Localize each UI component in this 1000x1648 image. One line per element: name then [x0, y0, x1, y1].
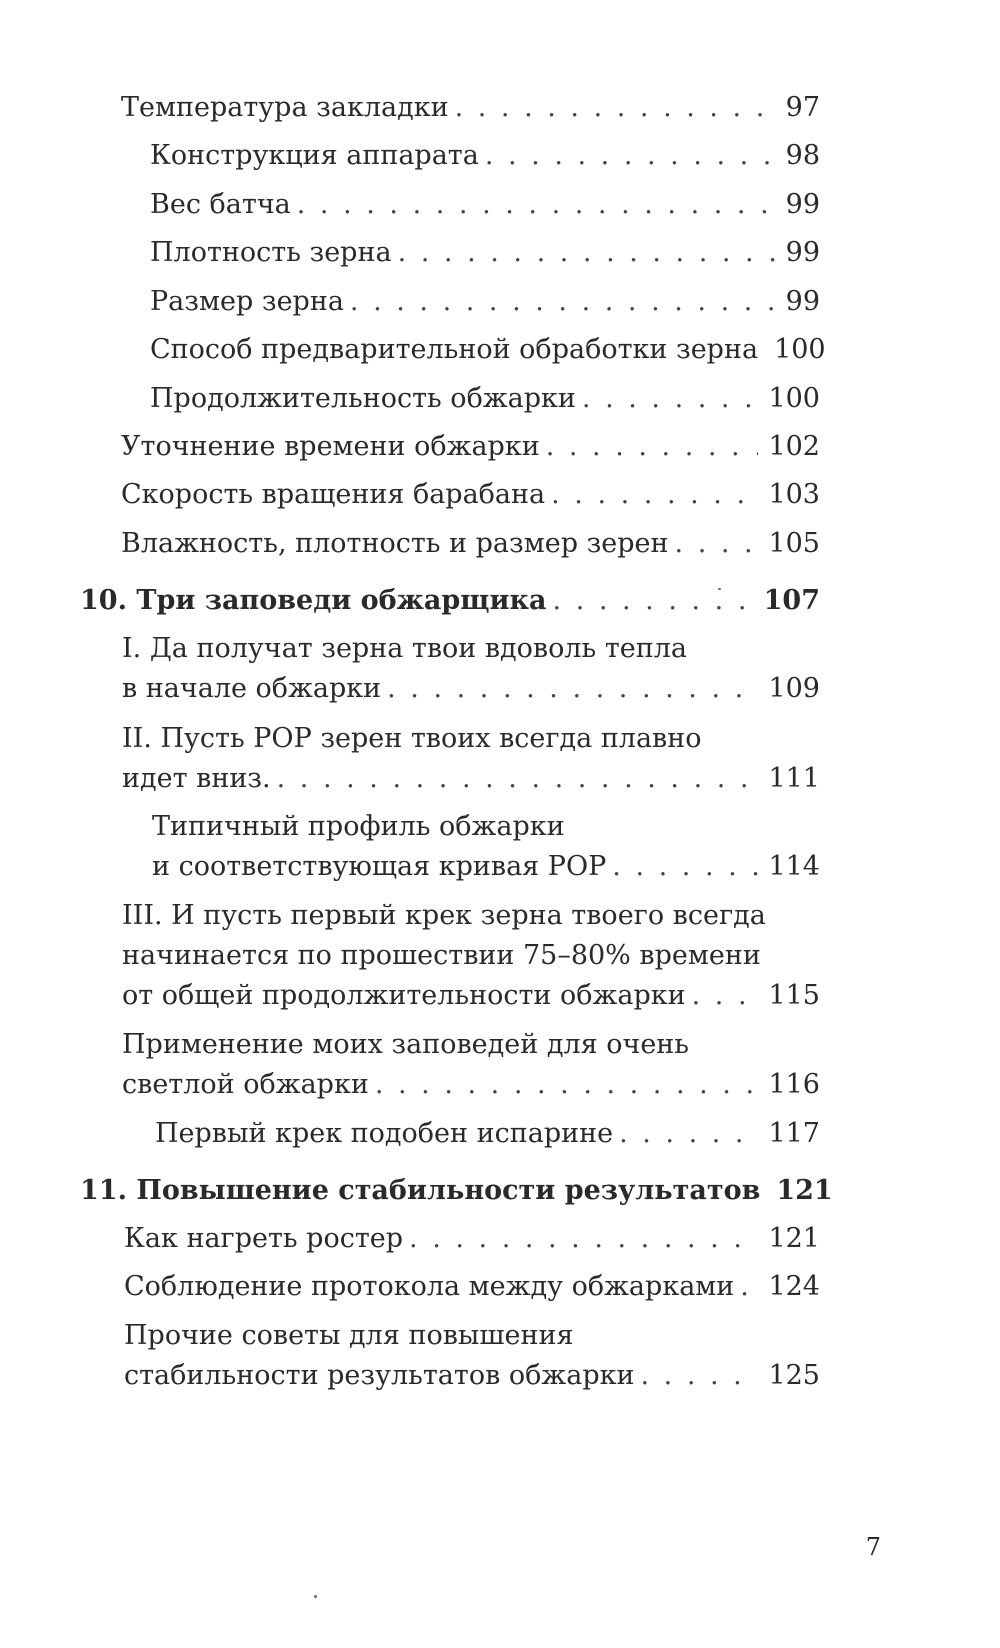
- toc-entry-line: [150, 134, 820, 177]
- toc-page-number: 100: [774, 334, 826, 365]
- toc-page-number: 99: [785, 189, 820, 220]
- toc-entry-line: [121, 425, 820, 468]
- dot-leader: [692, 974, 759, 1017]
- dot-leader: [398, 231, 776, 274]
- toc-entry-line: [121, 86, 820, 129]
- dot-leader: [582, 377, 759, 420]
- toc-entry-title: Соблюдение протокола между обжарками: [124, 1271, 735, 1302]
- toc-entry-title: начинается по прошествии 75–80% времени: [122, 940, 761, 971]
- dot-leader: [546, 425, 759, 468]
- toc-page-number: 125: [768, 1360, 820, 1391]
- toc-entry-title: стабильности результатов обжарки: [124, 1360, 635, 1391]
- toc-page-number: 105: [768, 528, 820, 559]
- toc-entry-title: Влажность, плотность и размер зерен: [121, 528, 669, 559]
- toc-entry-line: [122, 1023, 820, 1066]
- toc-entry-title: в начале обжарки: [122, 673, 382, 704]
- toc-page-number: 121: [768, 1223, 820, 1254]
- toc-entry-line: [122, 1063, 820, 1106]
- toc-entry-line: [150, 231, 820, 274]
- dot-leader: [297, 183, 776, 226]
- toc-entry-line: [121, 473, 820, 516]
- toc-page-number: 115: [768, 980, 820, 1011]
- toc-entry-title: Размер зерна: [150, 286, 344, 317]
- toc-entry-line: [122, 717, 820, 760]
- toc-entry-title: II. Пусть РОР зерен твоих всегда плавно: [122, 723, 702, 754]
- toc-entry-line: [124, 1314, 820, 1357]
- toc-entry-title: Применение моих заповедей для очень: [122, 1029, 689, 1060]
- toc-entry-line: [122, 667, 820, 710]
- toc-page-number: 121: [776, 1175, 833, 1206]
- toc-entry-line: [152, 845, 820, 888]
- toc-page-number: 124: [768, 1271, 820, 1302]
- toc-entry-title: Прочие советы для повышения: [124, 1320, 574, 1351]
- toc-entry-line: [122, 894, 820, 937]
- toc-page-number: 99: [785, 237, 820, 268]
- toc-entry-title: Вес батча: [150, 189, 291, 220]
- dot-leader: [675, 522, 759, 565]
- toc-entry-line: [124, 1265, 820, 1308]
- toc-entry-line: [150, 183, 820, 226]
- dot-leader: [740, 1265, 758, 1308]
- toc-page-number: 111: [768, 763, 820, 794]
- toc-entry-title: от общей продолжительности обжарки: [122, 980, 686, 1011]
- toc-entry-title: Уточнение времени обжарки: [121, 431, 540, 462]
- dot-leader: [485, 134, 776, 177]
- toc-page-number: 99: [785, 286, 820, 317]
- toc-page-number: 117: [768, 1118, 820, 1149]
- dot-leader: [455, 86, 776, 129]
- toc-entry-line: [155, 1112, 820, 1155]
- toc-entry-title: идет вниз.: [122, 763, 271, 794]
- page-number: 7: [865, 1533, 881, 1561]
- toc-entry-title: Температура закладки: [121, 92, 449, 123]
- print-speck: [314, 1595, 317, 1598]
- dot-leader: [387, 667, 758, 710]
- toc-entry-title: Как нагреть ростер: [124, 1223, 404, 1254]
- toc-page-number: 100: [768, 383, 820, 414]
- dot-leader: [619, 1112, 758, 1155]
- toc-entry-title: Скорость вращения барабана: [121, 479, 546, 510]
- dot-leader: [277, 757, 759, 800]
- toc-entry-line: [122, 757, 820, 800]
- toc-entry-title: 10. Три заповеди обжарщика: [80, 585, 547, 616]
- toc-entry-title: III. И пусть первый крек зерна твоего всегда: [122, 900, 766, 931]
- toc-entry-line: [124, 1354, 820, 1397]
- dot-leader: [375, 1063, 759, 1106]
- toc-entry-line: [152, 805, 820, 848]
- toc-entry-title: Способ предварительной обработки зерна: [150, 334, 759, 365]
- toc-entry-line: [80, 579, 820, 622]
- dot-leader: [551, 473, 758, 516]
- toc-entry-line: [150, 280, 820, 323]
- toc-entry-line: [122, 974, 820, 1017]
- toc-page-number: 102: [768, 431, 820, 462]
- toc-entry-title: 11. Повышение стабильности результатов: [80, 1175, 761, 1206]
- dot-leader: [612, 845, 758, 888]
- toc-entry-line: [122, 934, 820, 977]
- dot-leader: [553, 579, 754, 622]
- toc-page-number: 103: [768, 479, 820, 510]
- toc-entry-title: Типичный профиль обжарки: [152, 811, 565, 842]
- toc-page-number: 97: [785, 92, 820, 123]
- toc-entry-line: [150, 328, 826, 371]
- dot-leader: [350, 280, 776, 323]
- toc-entry-line: [121, 522, 820, 565]
- toc-page-number: 98: [785, 140, 820, 171]
- toc-page-number: 109: [768, 673, 820, 704]
- toc-entry-title: Первый крек подобен испарине: [155, 1118, 614, 1149]
- toc-entry-title: I. Да получат зерна твои вдоволь тепла: [122, 633, 687, 664]
- dot-leader: [409, 1217, 758, 1260]
- toc-page-number: 114: [768, 851, 820, 882]
- toc-entry-line: [150, 377, 820, 420]
- toc-page-number: 107: [763, 585, 820, 616]
- toc-entry-title: светлой обжарки: [122, 1069, 369, 1100]
- dot-leader: [640, 1354, 758, 1397]
- toc-entry-title: Плотность зерна: [150, 237, 392, 268]
- toc-entry-title: и соответствующая кривая РОР: [152, 851, 607, 882]
- toc-entry-line: [122, 627, 820, 670]
- toc-entry-title: Конструкция аппарата: [150, 140, 479, 171]
- print-speck: [718, 588, 721, 590]
- toc-entry-title: Продолжительность обжарки: [150, 383, 576, 414]
- toc-entry-line: [124, 1217, 820, 1260]
- toc-page-number: 116: [768, 1069, 820, 1100]
- toc-entry-line: [80, 1169, 833, 1212]
